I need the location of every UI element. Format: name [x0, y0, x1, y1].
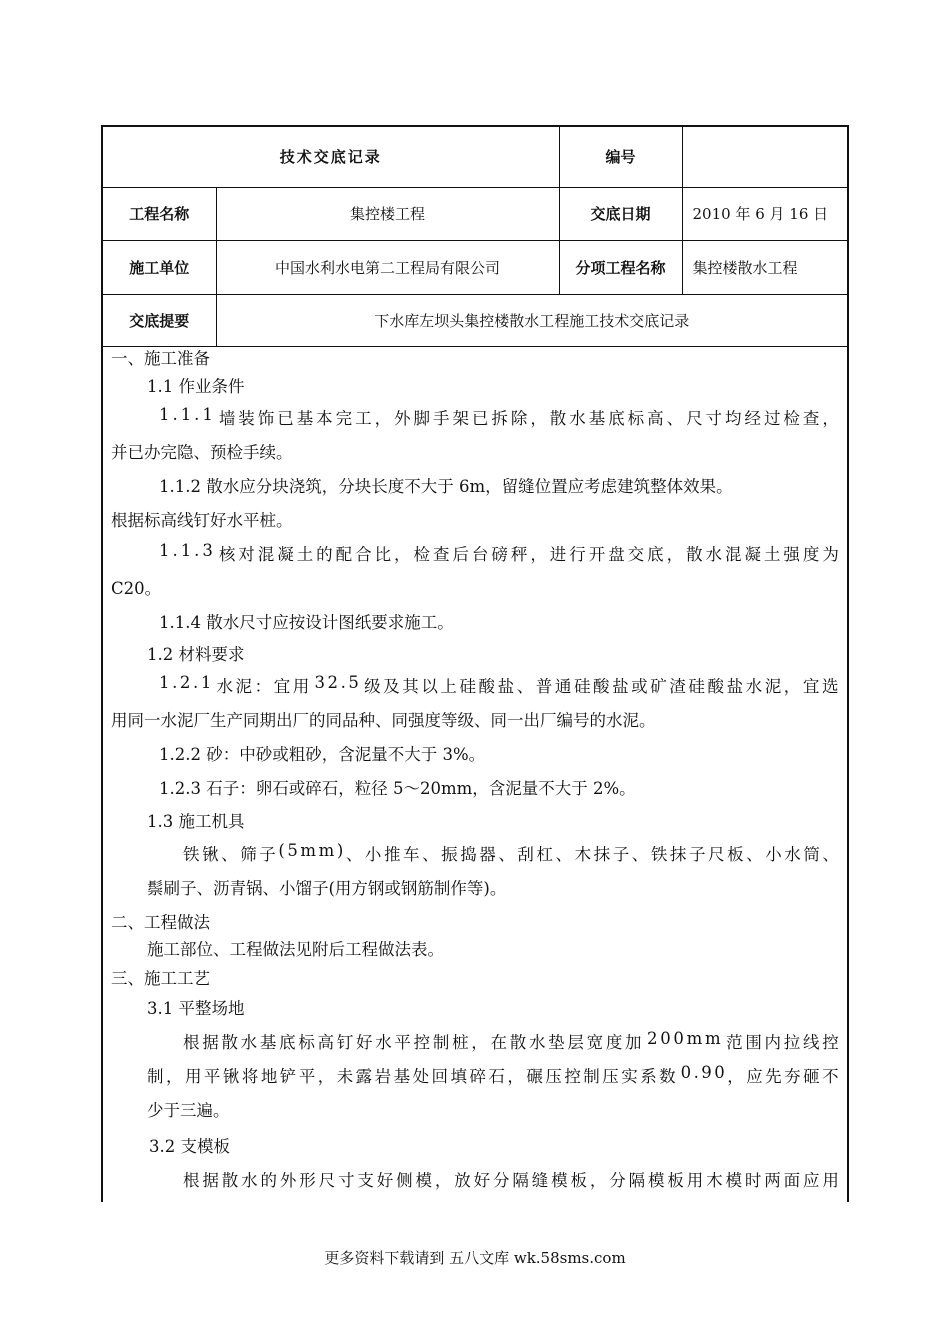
subproject-value: 集控楼散水工程: [682, 240, 847, 294]
subsection-heading: 1.2 材料要求: [147, 645, 245, 664]
number-label: 编号: [559, 127, 682, 187]
paragraph-line: 用同一水泥厂生产同期出厂的同品种、同强度等级、同一出厂编号的水泥。: [111, 711, 656, 730]
section-heading: 一、施工准备: [111, 349, 210, 368]
subsection-heading: 1.3 施工机具: [147, 812, 245, 831]
summary-label: 交底提要: [103, 294, 216, 346]
subproject-label: 分项工程名称: [559, 240, 682, 294]
document-title: 技术交底记录: [103, 127, 559, 187]
number-value: [682, 127, 847, 187]
paragraph-line: 1 . 1 . 3 核 对 混 凝 土 的 配 合 比 ， 检 查 后 台 磅 秤 ， 进 行 开 盘 交 底 ， 散 水 混 凝 土 强 度 为: [159, 541, 839, 564]
paragraph-line: 1.2.3 石子：卵石或碎石，粒径 5～20mm，含泥量不大于 2%。: [159, 779, 636, 798]
paragraph-line: 鬃刷子、沥青锅、小馏子(用方钢或钢筋制作等)。: [147, 879, 507, 898]
paragraph-line: 制 ， 用 平 锹 将 地 铲 平 ， 未 露 岩 基 处 回 填 碎 石 ， 碾 压 控 制 压 实 系 数 0 . 9 0 ， 应 先 夯 砸 不: [147, 1063, 839, 1086]
paragraph-line: 并已办完隐、预检手续。: [111, 443, 293, 462]
paragraph-line: 1 . 1 . 1 墙 装 饰 已 基 本 完 工 ， 外 脚 手 架 已 拆 除 ， 散 水 基 底 标 高 、 尺 寸 均 经 过 检 查 ，: [159, 405, 839, 428]
paragraph-line: 施工部位、工程做法见附后工程做法表。: [147, 940, 444, 959]
paragraph-line: 铁 锹 、 筛 子 ( 5 m m ) 、 小 推 车 、 振 捣 器 、 刮 杠 、 木 抹 子 、 铁 抹 子 尺 板 、 小 水 筒 、: [183, 841, 839, 864]
date-label: 交底日期: [559, 187, 682, 240]
project-name-label: 工程名称: [103, 187, 216, 240]
paragraph-line: 1 . 2 . 1 水 泥 ： 宜 用 3 2 . 5 级 及 其 以 上 硅 酸 盐 、 普 通 硅 酸 盐 或 矿 渣 硅 酸 盐 水 泥 ， 宜 选: [159, 673, 839, 696]
paragraph-line: 根 据 散 水 基 底 标 高 钉 好 水 平 控 制 桩 ， 在 散 水 垫 层 宽 度 加 2 0 0 m m 范 围 内 拉 线 控: [183, 1029, 839, 1052]
paragraph-line: 1.1.2 散水应分块浇筑，分块长度不大于 6m，留缝位置应考虑建筑整体效果。: [159, 477, 733, 496]
paragraph-line: 少于三遍。: [147, 1101, 230, 1120]
paragraph-line: C20。: [111, 579, 162, 598]
subsection-heading: 1.1 作业条件: [147, 377, 245, 396]
paragraph-line: 根据标高线钉好水平桩。: [111, 511, 293, 530]
date-value: 2010 年 6 月 16 日: [682, 187, 847, 240]
header-table: [103, 127, 847, 347]
paragraph-line: 1.1.4 散水尺寸应按设计图纸要求施工。: [159, 613, 454, 632]
record-form: [101, 125, 849, 1202]
subsection-heading: 3.1 平整场地: [147, 999, 245, 1018]
section-heading: 三、施工工艺: [111, 969, 210, 988]
paragraph-line: 根 据 散 水 的 外 形 尺 寸 支 好 侧 模 ， 放 好 分 隔 缝 模 板 ， 分 隔 模 板 用 木 模 时 两 面 应 用: [183, 1171, 839, 1190]
subsection-heading: 3.2 支模板: [149, 1137, 230, 1156]
paragraph-line: 1.2.2 砂：中砂或粗砂，含泥量不大于 3%。: [159, 745, 486, 764]
footer-text: 更多资料下载请到 五八文库 wk.58sms.com: [324, 1249, 626, 1267]
unit-value: 中国水利水电第二工程局有限公司: [216, 240, 559, 294]
section-heading: 二、工程做法: [111, 913, 210, 932]
unit-label: 施工单位: [103, 240, 216, 294]
project-name-value: 集控楼工程: [216, 187, 559, 240]
summary-value: 下水库左坝头集控楼散水工程施工技术交底记录: [216, 294, 847, 346]
